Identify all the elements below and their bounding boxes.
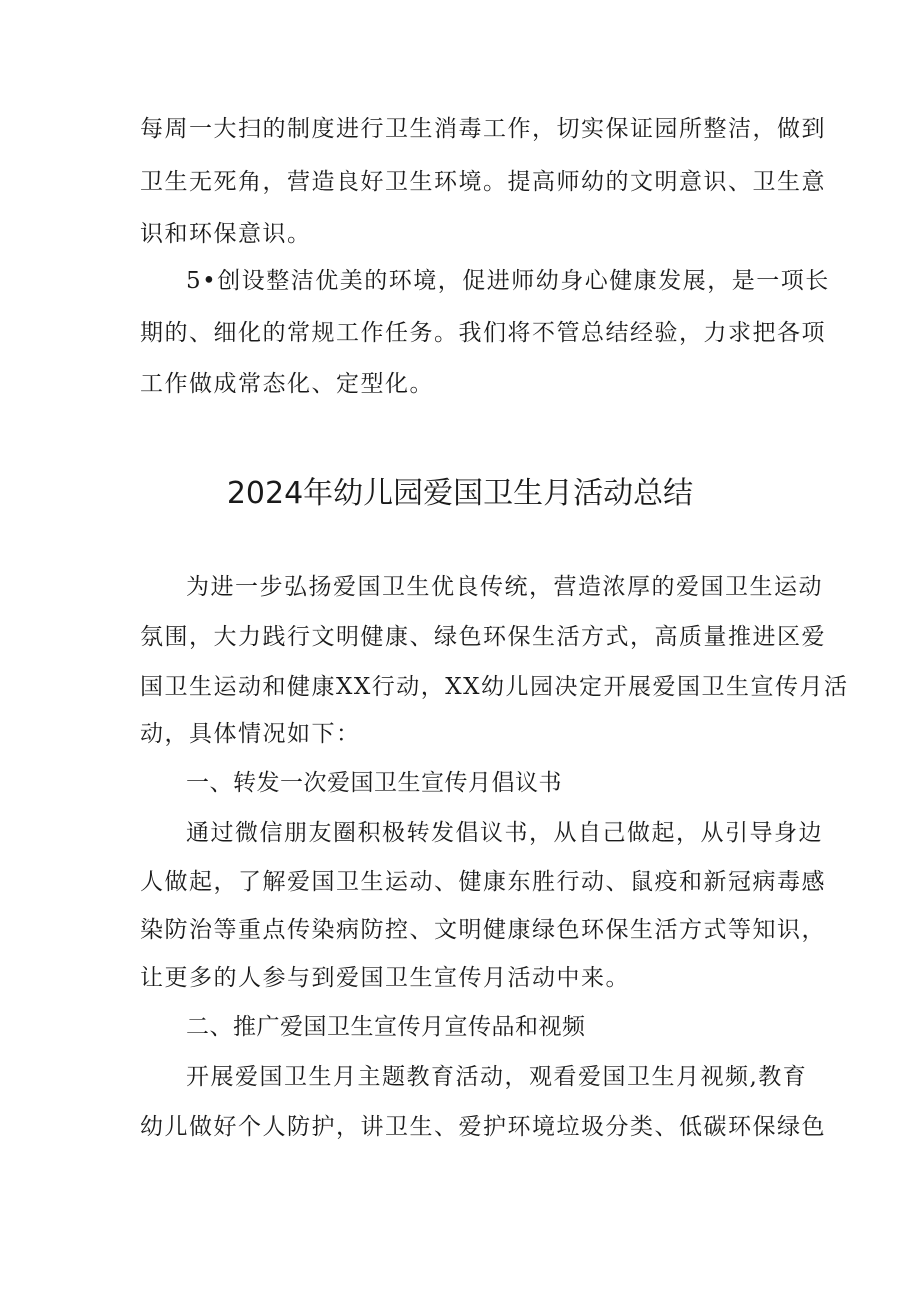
paragraph-line: 让更多的人参与到爱国卫生宣传月活动中来。 bbox=[140, 965, 630, 991]
paragraph-line: 幼儿做好个人防护，讲卫生、爱护环境垃圾分类、低碳环保绿色 bbox=[140, 1114, 826, 1140]
paragraph-line: 卫生无死角，营造良好卫生环境。提高师幼的文明意识、卫生意 bbox=[140, 169, 826, 195]
paragraph-line: 染防治等重点传染病防控、文明健康绿色环保生活方式等知识， bbox=[140, 917, 826, 943]
paragraph-line: 开展爱国卫生月主题教育活动，观看爱国卫生月视频,教育 bbox=[186, 1064, 808, 1090]
paragraph-line: 通过微信朋友圈积极转发倡议书，从自己做起，从引导身边 bbox=[186, 820, 823, 846]
paragraph-line: 为进一步弘扬爱国卫生优良传统，营造浓厚的爱国卫生运动 bbox=[186, 574, 823, 600]
document-title: 2024年幼儿园爱国卫生月活动总结 bbox=[226, 476, 694, 511]
paragraph-line: 识和环保意识。 bbox=[140, 221, 312, 247]
paragraph-line: 国卫生运动和健康XX行动，XX幼儿园决定开展爱国卫生宣传月活 bbox=[140, 674, 849, 700]
paragraph-line: 工作做成常态化、定型化。 bbox=[140, 371, 434, 397]
paragraph-line: 人做起，了解爱国卫生运动、健康东胜行动、鼠疫和新冠病毒感 bbox=[140, 869, 826, 895]
paragraph-line: 动，具体情况如下： bbox=[140, 721, 361, 747]
section-heading: 二、推广爱国卫生宣传月宣传品和视频 bbox=[186, 1014, 586, 1040]
section-heading: 一、转发一次爱国卫生宣传月倡议书 bbox=[186, 770, 562, 796]
paragraph-line: 每周一大扫的制度进行卫生消毒工作，切实保证园所整洁，做到 bbox=[140, 116, 826, 142]
paragraph-line: 5•创设整洁优美的环境，促进师幼身心健康发展，是一项长 bbox=[186, 268, 830, 294]
paragraph-line: 期的、细化的常规工作任务。我们将不管总结经验，力求把各项 bbox=[140, 320, 826, 346]
paragraph-line: 氛围，大力践行文明健康、绿色环保生活方式，高质量推进区爱 bbox=[140, 624, 826, 650]
